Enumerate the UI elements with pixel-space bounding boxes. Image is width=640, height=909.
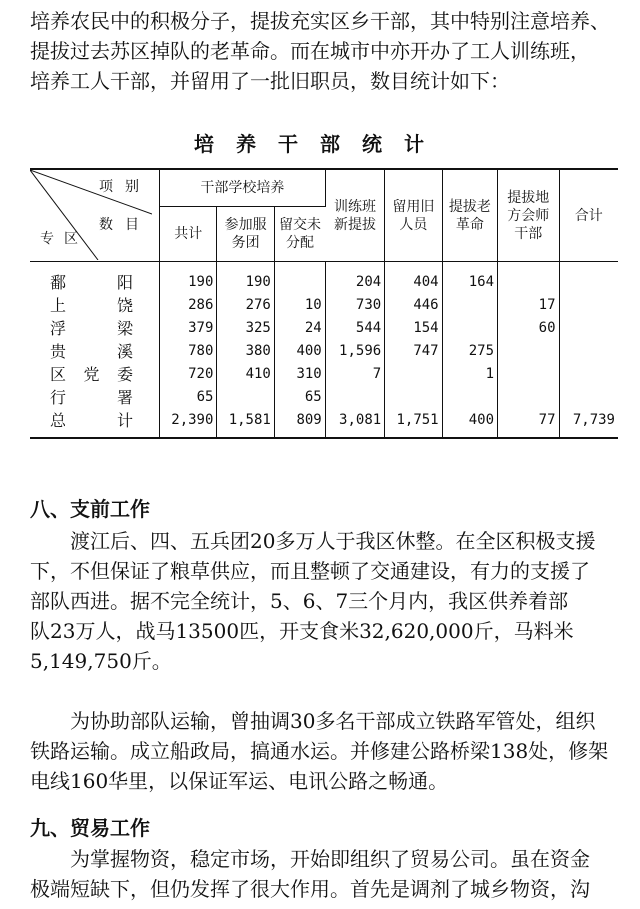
cell: 7 <box>325 362 384 385</box>
cell <box>217 385 274 408</box>
text-line: 队23万人，战马13500匹，开支食米32,620,000斤，马料米 <box>30 619 574 643</box>
cell: 379 <box>159 316 216 339</box>
cell: 544 <box>325 316 384 339</box>
text-line: 提拔过去苏区掉队的老革命。而在城市中亦开办了工人训练班， <box>30 39 590 63</box>
corner-middle: 数目 <box>98 217 151 233</box>
cell: 720 <box>159 362 216 385</box>
cell <box>325 385 384 408</box>
table-row <box>30 262 618 294</box>
cell: 400 <box>274 339 325 362</box>
section9-paragraph-1 <box>30 844 614 904</box>
section-heading: 九、贸易工作 <box>30 816 150 840</box>
cell: 154 <box>385 316 442 339</box>
cell <box>559 316 618 339</box>
column-header: 训练班新提拔 <box>325 169 384 262</box>
cell: 1 <box>442 362 497 385</box>
table-row <box>30 339 618 362</box>
text-line: 电线160华里，以保证军运、电讯公路之畅通。 <box>30 769 449 793</box>
cell: 17 <box>498 293 559 316</box>
cell: 3,081 <box>325 408 384 438</box>
sub-header: 留交未分配 <box>274 207 325 262</box>
corner-bottom: 专区 <box>40 231 88 247</box>
row-name: 上饶 <box>30 293 159 316</box>
table-row <box>30 362 618 385</box>
cell: 325 <box>217 316 274 339</box>
cell <box>274 262 325 294</box>
sub-header: 参加服务团 <box>217 207 274 262</box>
row-name: 贵溪 <box>30 339 159 362</box>
cell <box>498 339 559 362</box>
sub-header: 共计 <box>159 207 216 262</box>
column-header: 提拔老革命 <box>442 169 497 262</box>
text-line: 铁路运输。成立船政局，搞通水运。并修建公路桥梁138处，修架 <box>30 739 609 763</box>
cell <box>559 262 618 294</box>
cell <box>559 339 618 362</box>
cell: 747 <box>385 339 442 362</box>
cadre-statistics-table <box>30 168 618 439</box>
table-row <box>30 293 618 316</box>
intro-paragraph <box>30 6 614 96</box>
column-header: 提拔地方会师干部 <box>498 169 559 262</box>
cell <box>442 293 497 316</box>
cell: 7,739 <box>572 411 615 428</box>
text-line: 极端短缺下，但仍发挥了很大作用。首先是调剂了城乡物资，沟 <box>30 877 590 901</box>
table-row-total <box>30 408 618 438</box>
cell <box>442 385 497 408</box>
text-line: 为协助部队运输，曾抽调30多名干部成立铁路军管处，组织 <box>70 709 596 733</box>
cell: 275 <box>442 339 497 362</box>
cell: 380 <box>217 339 274 362</box>
cell <box>498 362 559 385</box>
cell: 276 <box>217 293 274 316</box>
cell <box>498 385 559 408</box>
cell: 65 <box>274 385 325 408</box>
text-line: 培养农民中的积极分子，提拔充实区乡干部，其中特别注意培养、 <box>30 9 610 33</box>
cell: 809 <box>274 408 325 438</box>
cell: 2,390 <box>159 408 216 438</box>
cell: 780 <box>159 339 216 362</box>
cell: 204 <box>325 262 384 294</box>
cell <box>385 362 442 385</box>
corner-top: 项别 <box>98 179 151 195</box>
cell: 404 <box>385 262 442 294</box>
cell: 10 <box>274 293 325 316</box>
cell: 65 <box>159 385 216 408</box>
cell: 1,751 <box>385 408 442 438</box>
row-name: 总计 <box>30 408 159 438</box>
column-header: 留用旧人员 <box>385 169 442 262</box>
cell <box>498 262 559 294</box>
cell <box>559 293 618 316</box>
section-heading: 八、支前工作 <box>30 497 150 521</box>
cell: 1,581 <box>217 408 274 438</box>
corner-header <box>30 169 159 262</box>
cell: 310 <box>274 362 325 385</box>
cell: 24 <box>274 316 325 339</box>
cell <box>385 385 442 408</box>
table-title: 培养干部统计 <box>194 132 446 156</box>
row-name: 鄱阳 <box>30 262 159 294</box>
cell <box>442 316 497 339</box>
cell: 164 <box>442 262 497 294</box>
text-line: 培养工人干部，并留用了一批旧职员，数目统计如下： <box>30 69 510 93</box>
table-row <box>30 316 618 339</box>
cell: 190 <box>159 262 216 294</box>
cell: 730 <box>325 293 384 316</box>
cell: 400 <box>442 408 497 438</box>
cell: 1,596 <box>325 339 384 362</box>
column-header: 合计 <box>559 169 618 262</box>
group-header: 干部学校培养 <box>159 169 325 207</box>
section8-paragraph-2 <box>30 706 614 796</box>
cell: 190 <box>217 262 274 294</box>
row-name: 行署 <box>30 385 159 408</box>
row-name: 区党委 <box>30 362 159 385</box>
text-line: 渡江后、四、五兵团20多万人于我区休整。在全区积极支援 <box>70 529 596 553</box>
row-name: 浮梁 <box>30 316 159 339</box>
text-line: 部队西进。据不完全统计，5、6、7三个月内，我区供养着部 <box>30 589 569 613</box>
cell: 410 <box>217 362 274 385</box>
table-row <box>30 385 618 408</box>
cell: 77 <box>498 408 559 438</box>
cell: 446 <box>385 293 442 316</box>
text-line: 为掌握物资，稳定市场，开始即组织了贸易公司。虽在资金 <box>70 847 590 871</box>
text-line: 5,149,750斤。 <box>30 649 172 673</box>
cell <box>559 385 618 408</box>
cell: 60 <box>498 316 559 339</box>
section8-paragraph-1 <box>30 526 614 676</box>
cell: 286 <box>159 293 216 316</box>
cell <box>559 362 618 385</box>
text-line: 下，不但保证了粮草供应，而且整顿了交通建设，有力的支援了 <box>30 559 590 583</box>
